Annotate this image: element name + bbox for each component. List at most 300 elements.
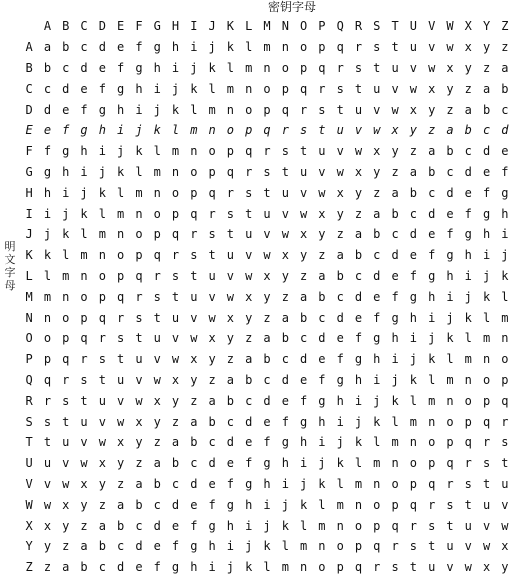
table-cell: i	[190, 40, 198, 55]
table-cell: s	[190, 248, 198, 263]
table-cell: c	[391, 227, 399, 242]
table-cell: i	[501, 227, 509, 242]
table-cell: i	[117, 123, 125, 138]
table-cell: l	[43, 268, 52, 283]
side-label-char: 明	[4, 240, 16, 253]
table-cell: r	[336, 60, 344, 75]
table-cell: l	[98, 206, 106, 221]
table-cell: w	[208, 310, 216, 325]
table-cell: p	[464, 414, 472, 429]
table-cell: p	[43, 352, 52, 367]
table-cell: m	[98, 227, 106, 242]
table-cell: i	[318, 435, 326, 450]
table-cell: o	[482, 372, 491, 387]
table-cell: v	[446, 560, 454, 575]
table-cell: q	[299, 81, 308, 96]
row-header: X	[25, 518, 33, 533]
table-cell: x	[354, 164, 363, 179]
table-cell: g	[171, 560, 180, 575]
plaintext-letters-label	[4, 240, 16, 292]
table-cell: i	[62, 185, 70, 200]
table-cell: f	[501, 164, 509, 179]
table-cell: s	[117, 331, 125, 346]
table-cell: y	[336, 206, 344, 221]
column-header: V	[428, 19, 436, 34]
row-header: F	[25, 144, 33, 159]
table-cell: h	[373, 352, 381, 367]
table-cell: v	[62, 456, 70, 471]
table-cell: q	[190, 206, 198, 221]
table-cell: p	[373, 518, 381, 533]
table-cell: z	[464, 81, 472, 96]
table-cell: p	[171, 206, 180, 221]
table-cell: k	[226, 40, 235, 55]
table-cell: t	[98, 372, 106, 387]
table-cell: m	[245, 60, 253, 75]
table-cell: j	[446, 310, 454, 325]
table-cell: u	[299, 164, 308, 179]
table-cell: o	[391, 476, 399, 491]
table-cell: t	[208, 248, 216, 263]
table-cell: d	[80, 60, 88, 75]
table-cell: k	[190, 81, 198, 96]
table-cell: x	[43, 518, 52, 533]
table-cell: s	[245, 185, 253, 200]
table-cell: v	[354, 123, 363, 138]
table-cell: d	[117, 560, 125, 575]
table-cell: b	[373, 227, 381, 242]
table-cell: z	[409, 144, 417, 159]
table-cell: u	[336, 123, 344, 138]
table-cell: h	[299, 435, 308, 450]
table-cell: k	[299, 497, 308, 512]
table-cell: j	[428, 331, 436, 346]
table-cell: t	[299, 144, 308, 159]
table-cell: v	[336, 144, 344, 159]
table-cell: g	[226, 497, 235, 512]
table-cell: b	[354, 248, 363, 263]
table-cell: e	[226, 456, 235, 471]
table-cell: w	[464, 560, 472, 575]
table-cell: o	[409, 456, 417, 471]
table-cell: p	[153, 227, 161, 242]
table-cell: a	[281, 310, 289, 325]
table-cell: l	[153, 144, 161, 159]
table-cell: d	[446, 185, 454, 200]
row-header: I	[25, 206, 33, 221]
table-cell: b	[336, 268, 344, 283]
table-cell: s	[464, 476, 472, 491]
table-cell: x	[263, 268, 271, 283]
table-cell: l	[354, 456, 363, 471]
row-header: J	[25, 227, 33, 242]
table-cell: d	[43, 102, 52, 117]
table-cell: l	[281, 539, 289, 554]
table-cell: e	[318, 352, 326, 367]
column-header: H	[171, 19, 180, 34]
table-cell: q	[171, 227, 180, 242]
table-cell: n	[373, 476, 381, 491]
table-cell: m	[391, 435, 399, 450]
table-cell: f	[43, 144, 52, 159]
table-cell: o	[245, 102, 253, 117]
table-cell: j	[190, 60, 198, 75]
table-cell: f	[482, 185, 491, 200]
table-cell: u	[245, 227, 253, 242]
table-cell: j	[281, 497, 289, 512]
table-cell: g	[501, 185, 509, 200]
table-cell: i	[446, 289, 454, 304]
table-cell: p	[98, 289, 106, 304]
table-cell: i	[153, 81, 161, 96]
row-header: D	[25, 102, 33, 117]
table-cell: j	[62, 206, 70, 221]
table-cell: z	[391, 164, 399, 179]
table-cell: s	[135, 310, 143, 325]
table-cell: m	[299, 539, 308, 554]
table-cell: d	[135, 539, 143, 554]
table-cell: z	[98, 497, 106, 512]
table-cell: v	[190, 310, 198, 325]
table-cell: i	[299, 456, 308, 471]
table-cell: o	[336, 539, 344, 554]
table-cell: a	[80, 539, 88, 554]
table-cell: u	[43, 456, 52, 471]
table-cell: x	[391, 123, 399, 138]
table-cell: n	[464, 372, 472, 387]
table-cell: o	[373, 497, 381, 512]
table-cell: e	[171, 518, 180, 533]
table-cell: h	[98, 123, 106, 138]
table-cell: o	[354, 518, 363, 533]
table-cell: b	[501, 81, 509, 96]
row-header: W	[25, 497, 33, 512]
table-cell: h	[171, 40, 180, 55]
table-cell: a	[171, 435, 180, 450]
column-header: F	[135, 19, 143, 34]
table-cell: s	[208, 227, 216, 242]
table-cell: i	[464, 268, 472, 283]
table-cell: x	[208, 331, 216, 346]
table-cell: l	[62, 248, 70, 263]
table-cell: w	[446, 40, 454, 55]
table-cell: q	[245, 144, 253, 159]
table-cell: t	[135, 331, 143, 346]
table-cell: z	[336, 227, 344, 242]
table-cell: q	[80, 331, 88, 346]
table-cell: w	[190, 331, 198, 346]
table-cell: d	[281, 372, 289, 387]
table-cell: x	[62, 497, 70, 512]
table-cell: z	[190, 393, 198, 408]
table-cell: p	[117, 268, 125, 283]
table-cell: q	[336, 40, 344, 55]
table-cell: k	[318, 476, 326, 491]
table-cell: r	[354, 40, 363, 55]
table-cell: p	[190, 185, 198, 200]
row-header: K	[25, 248, 33, 263]
table-cell: d	[62, 81, 70, 96]
table-cell: f	[318, 372, 326, 387]
table-cell: i	[80, 164, 88, 179]
column-header: M	[263, 19, 271, 34]
table-cell: v	[263, 227, 271, 242]
table-cell: v	[409, 60, 417, 75]
table-cell: j	[263, 518, 271, 533]
row-header: V	[25, 476, 33, 491]
table-cell: w	[171, 352, 180, 367]
table-cell: h	[318, 414, 326, 429]
table-cell: c	[318, 310, 326, 325]
table-cell: d	[428, 206, 436, 221]
table-cell: m	[409, 414, 417, 429]
column-header: Q	[336, 19, 344, 34]
table-cell: a	[446, 123, 454, 138]
table-cell: l	[409, 393, 417, 408]
table-cell: k	[354, 435, 363, 450]
table-cell: h	[226, 518, 235, 533]
table-cell: j	[464, 289, 472, 304]
table-cell: v	[281, 206, 289, 221]
table-cell: k	[80, 206, 88, 221]
table-cell: s	[501, 435, 509, 450]
row-header: O	[25, 331, 33, 346]
table-cell: e	[354, 310, 363, 325]
table-cell: m	[318, 518, 326, 533]
table-cell: x	[135, 414, 143, 429]
table-cell: s	[98, 352, 106, 367]
table-cell: l	[263, 560, 271, 575]
table-cell: d	[171, 497, 180, 512]
table-cell: u	[428, 560, 436, 575]
table-cell: b	[409, 185, 417, 200]
table-cell: j	[391, 372, 399, 387]
table-cell: d	[464, 164, 472, 179]
table-cell: x	[482, 560, 491, 575]
table-cell: w	[373, 123, 381, 138]
table-cell: r	[117, 310, 125, 325]
table-cell: d	[354, 289, 363, 304]
table-cell: j	[245, 539, 253, 554]
table-cell: y	[245, 310, 253, 325]
table-cell: a	[428, 144, 436, 159]
table-cell: o	[501, 352, 509, 367]
table-cell: n	[482, 352, 491, 367]
table-cell: e	[428, 227, 436, 242]
table-cell: q	[43, 372, 52, 387]
table-cell: g	[281, 435, 289, 450]
table-cell: h	[245, 497, 253, 512]
table-cell: q	[208, 185, 216, 200]
table-cell: l	[80, 227, 88, 242]
table-cell: o	[281, 60, 289, 75]
column-header: C	[80, 19, 88, 34]
table-cell: k	[281, 518, 289, 533]
table-cell: g	[446, 248, 454, 263]
table-cell: p	[281, 81, 289, 96]
table-cell: r	[464, 456, 472, 471]
table-cell: n	[428, 414, 436, 429]
table-cell: a	[318, 268, 326, 283]
table-cell: e	[464, 185, 472, 200]
table-cell: k	[464, 310, 472, 325]
table-cell: z	[281, 289, 289, 304]
table-cell: a	[226, 372, 235, 387]
table-cell: y	[171, 393, 180, 408]
table-cell: z	[245, 331, 253, 346]
table-cell: i	[354, 393, 363, 408]
table-cell: z	[299, 268, 308, 283]
table-cell: r	[373, 560, 381, 575]
table-cell: q	[263, 123, 271, 138]
table-cell: h	[281, 456, 289, 471]
table-cell: k	[446, 331, 454, 346]
table-cell: m	[153, 164, 161, 179]
table-cell: l	[245, 40, 253, 55]
table-cell: b	[43, 60, 52, 75]
row-header: Y	[25, 539, 33, 554]
table-cell: g	[245, 476, 253, 491]
table-cell: v	[171, 331, 180, 346]
table-cell: d	[98, 40, 106, 55]
table-cell: j	[318, 456, 326, 471]
table-cell: q	[354, 560, 363, 575]
table-cell: e	[446, 206, 454, 221]
table-cell: w	[135, 393, 143, 408]
table-cell: x	[501, 539, 509, 554]
table-cell: t	[446, 518, 454, 533]
table-cell: v	[373, 102, 381, 117]
table-cell: u	[135, 352, 143, 367]
table-cell: x	[428, 81, 436, 96]
table-cell: t	[43, 435, 52, 450]
table-cell: k	[43, 248, 52, 263]
table-cell: o	[135, 227, 143, 242]
row-header: N	[25, 310, 33, 325]
table-cell: m	[482, 331, 491, 346]
table-cell: y	[318, 227, 326, 242]
table-cell: e	[208, 476, 216, 491]
table-cell: k	[245, 560, 253, 575]
table-cell: t	[117, 352, 125, 367]
table-cell: r	[153, 268, 161, 283]
table-cell: v	[299, 185, 308, 200]
table-cell: n	[62, 289, 70, 304]
row-header: B	[25, 60, 33, 75]
row-header: T	[25, 435, 33, 450]
table-cell: j	[80, 185, 88, 200]
table-cell: y	[263, 289, 271, 304]
table-cell: g	[336, 372, 344, 387]
table-cell: s	[43, 414, 52, 429]
table-cell: c	[482, 123, 491, 138]
table-cell: j	[501, 248, 509, 263]
table-cell: m	[263, 40, 271, 55]
row-header: M	[25, 289, 33, 304]
table-cell: h	[208, 539, 216, 554]
table-cell: a	[501, 60, 509, 75]
table-cell: p	[318, 40, 326, 55]
table-cell: p	[299, 60, 308, 75]
table-cell: r	[245, 164, 253, 179]
table-cell: d	[299, 352, 308, 367]
table-cell: s	[391, 560, 399, 575]
row-header: G	[25, 164, 33, 179]
table-cell: e	[245, 435, 253, 450]
table-cell: g	[208, 518, 216, 533]
table-cell: v	[135, 372, 143, 387]
table-cell: m	[171, 144, 180, 159]
table-cell: c	[43, 81, 52, 96]
table-cell: q	[409, 497, 417, 512]
column-header: L	[245, 19, 253, 34]
table-cell: b	[80, 560, 88, 575]
table-cell: c	[373, 248, 381, 263]
table-cell: n	[409, 435, 417, 450]
table-cell: n	[263, 60, 271, 75]
table-cell: o	[226, 123, 235, 138]
table-cell: c	[409, 206, 417, 221]
table-cell: g	[153, 40, 161, 55]
side-label-char: 字	[4, 266, 16, 279]
table-cell: t	[226, 227, 235, 242]
table-cell: e	[153, 539, 161, 554]
table-cell: p	[336, 560, 344, 575]
table-cell: b	[391, 206, 399, 221]
table-cell: r	[263, 144, 271, 159]
table-cell: f	[80, 102, 88, 117]
table-cell: d	[501, 123, 509, 138]
table-cell: i	[171, 60, 180, 75]
table-cell: c	[98, 560, 106, 575]
table-cell: g	[263, 456, 271, 471]
table-cell: y	[428, 102, 436, 117]
table-cell: s	[263, 164, 271, 179]
table-cell: i	[208, 560, 216, 575]
table-cell: z	[153, 435, 161, 450]
table-cell: n	[318, 539, 326, 554]
table-cell: g	[318, 393, 326, 408]
table-cell: w	[245, 268, 253, 283]
table-cell: q	[391, 518, 399, 533]
table-cell: v	[226, 268, 235, 283]
table-cell: r	[446, 476, 454, 491]
table-cell: e	[135, 560, 143, 575]
column-header: E	[117, 19, 125, 34]
table-cell: f	[62, 123, 70, 138]
table-cell: y	[43, 539, 52, 554]
table-cell: w	[98, 435, 106, 450]
table-cell: f	[464, 206, 472, 221]
table-cell: c	[208, 435, 216, 450]
table-cell: w	[281, 227, 289, 242]
row-header: L	[25, 268, 33, 283]
table-cell: p	[391, 497, 399, 512]
table-cell: l	[208, 81, 216, 96]
table-cell: p	[263, 102, 271, 117]
table-cell: w	[501, 518, 509, 533]
table-cell: v	[117, 393, 125, 408]
table-cell: m	[208, 102, 216, 117]
table-cell: y	[226, 331, 235, 346]
table-cell: n	[171, 164, 180, 179]
table-cell: c	[117, 539, 125, 554]
table-cell: t	[336, 102, 344, 117]
table-cell: z	[446, 102, 454, 117]
table-cell: c	[190, 456, 198, 471]
table-cell: b	[190, 435, 198, 450]
table-cell: w	[299, 206, 308, 221]
